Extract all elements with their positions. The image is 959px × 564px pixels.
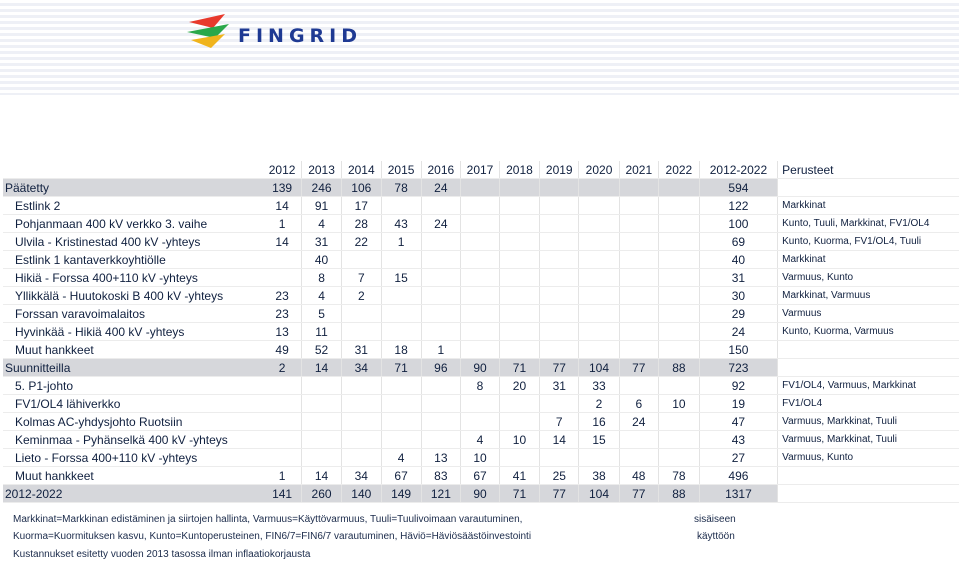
year-value: [421, 269, 460, 287]
year-value: [381, 395, 421, 413]
year-value: [461, 233, 500, 251]
year-value: [381, 323, 421, 341]
year-value: 14: [263, 197, 301, 215]
table-row: [3, 341, 959, 359]
project-name: Keminmaa - Pyhänselkä 400 kV -yhteys: [3, 431, 263, 449]
year-value: [421, 323, 460, 341]
total-value: 496: [699, 467, 777, 485]
year-value: 13: [421, 449, 460, 467]
year-value: [342, 305, 381, 323]
year-value: [540, 197, 579, 215]
table-row: [3, 467, 959, 485]
year-value: [421, 197, 460, 215]
total-value: 150: [699, 341, 777, 359]
year-value: [619, 287, 658, 305]
year-value: 31: [302, 233, 342, 251]
table-row: [3, 197, 959, 215]
year-value: [461, 179, 500, 197]
basis-value: Varmuus: [778, 305, 959, 323]
year-value: [342, 395, 381, 413]
project-name: Hyvinkää - Hikiä 400 kV -yhteys: [3, 323, 263, 341]
footer-line-1: Markkinat=Markkinan edistäminen ja siirtojen hallinta, Varmuus=Käyttövarmuus, Tuuli=Tuulivoimaan varautuminen,: [13, 514, 523, 525]
year-value: 140: [342, 485, 381, 503]
year-value: [540, 287, 579, 305]
table-row: [3, 305, 959, 323]
year-value: [461, 197, 500, 215]
year-value: 15: [579, 431, 619, 449]
year-value: [499, 305, 539, 323]
total-value: 30: [699, 287, 777, 305]
year-value: 10: [461, 449, 500, 467]
year-value: [659, 305, 700, 323]
year-value: [342, 413, 381, 431]
project-name: Pohjanmaan 400 kV verkko 3. vaihe: [3, 215, 263, 233]
year-value: [499, 215, 539, 233]
year-value: [421, 377, 460, 395]
year-value: [540, 305, 579, 323]
total-value: 594: [699, 179, 777, 197]
year-value: [263, 449, 301, 467]
basis-value: Kunto, Kuorma, Varmuus: [778, 323, 959, 341]
year-value: 88: [659, 485, 700, 503]
total-value: 24: [699, 323, 777, 341]
project-name: Forssan varavoimalaitos: [3, 305, 263, 323]
year-value: 14: [540, 431, 579, 449]
table-row: [3, 251, 959, 269]
year-value: [540, 449, 579, 467]
year-value: [421, 287, 460, 305]
year-value: [461, 413, 500, 431]
basis-value: Markkinat: [778, 251, 959, 269]
year-value: [619, 341, 658, 359]
year-value: 2: [579, 395, 619, 413]
year-value: 14: [302, 359, 342, 377]
year-value: 15: [381, 269, 421, 287]
year-value: [421, 233, 460, 251]
year-value: [579, 269, 619, 287]
table-row: [3, 413, 959, 431]
year-value: 14: [263, 233, 301, 251]
year-value: [619, 449, 658, 467]
year-value: 52: [302, 341, 342, 359]
year-value: 25: [540, 467, 579, 485]
year-header: 2017: [461, 161, 500, 179]
year-value: [342, 431, 381, 449]
year-value: [659, 341, 700, 359]
total-value: 27: [699, 449, 777, 467]
year-value: 78: [659, 467, 700, 485]
total-value: 92: [699, 377, 777, 395]
table-row: [3, 323, 959, 341]
basis-header: Perusteet: [778, 161, 959, 179]
year-value: [619, 215, 658, 233]
basis-value: [778, 359, 959, 377]
project-name: Hikiä - Forssa 400+110 kV -yhteys: [3, 269, 263, 287]
project-name: Suunnitteilla: [3, 359, 263, 377]
year-value: 43: [381, 215, 421, 233]
basis-value: Varmuus, Markkinat, Tuuli: [778, 431, 959, 449]
year-value: 28: [342, 215, 381, 233]
year-value: [421, 251, 460, 269]
group-row: [3, 359, 959, 377]
basis-value: Varmuus, Kunto: [778, 269, 959, 287]
year-value: [540, 233, 579, 251]
year-value: [659, 197, 700, 215]
year-value: 7: [342, 269, 381, 287]
year-value: 17: [342, 197, 381, 215]
year-value: [540, 341, 579, 359]
year-value: 11: [302, 323, 342, 341]
year-value: 24: [421, 215, 460, 233]
year-value: 2: [263, 359, 301, 377]
year-value: [499, 179, 539, 197]
year-value: 67: [381, 467, 421, 485]
year-value: [619, 377, 658, 395]
year-value: [540, 251, 579, 269]
year-value: [659, 215, 700, 233]
year-value: [381, 413, 421, 431]
total-value: 40: [699, 251, 777, 269]
year-value: [659, 179, 700, 197]
year-value: [579, 233, 619, 251]
year-value: [342, 323, 381, 341]
year-value: 104: [579, 485, 619, 503]
year-value: [263, 377, 301, 395]
group-row: [3, 485, 959, 503]
total-value: 43: [699, 431, 777, 449]
table-row: [3, 233, 959, 251]
year-value: 10: [659, 395, 700, 413]
year-value: [659, 449, 700, 467]
year-value: [659, 269, 700, 287]
year-value: [579, 341, 619, 359]
year-value: [659, 251, 700, 269]
project-name: Päätetty: [3, 179, 263, 197]
total-header: 2012-2022: [699, 161, 777, 179]
total-value: 29: [699, 305, 777, 323]
year-value: 8: [461, 377, 500, 395]
year-value: 6: [619, 395, 658, 413]
year-value: 8: [302, 269, 342, 287]
year-value: 38: [579, 467, 619, 485]
header-blank: [3, 161, 263, 179]
year-value: [540, 215, 579, 233]
year-value: 90: [461, 359, 500, 377]
year-value: [381, 251, 421, 269]
footer-line-3: Kustannukset esitetty vuoden 2013 tasossa ilman inflaatiokorjausta: [13, 549, 311, 560]
project-name: Muut hankkeet: [3, 467, 263, 485]
year-value: 16: [579, 413, 619, 431]
year-value: 91: [302, 197, 342, 215]
year-value: [263, 413, 301, 431]
year-value: 4: [461, 431, 500, 449]
table-row: [3, 431, 959, 449]
year-value: 5: [302, 305, 342, 323]
brand-name: FINGRID: [238, 25, 363, 47]
year-value: 1: [263, 215, 301, 233]
year-value: 23: [263, 305, 301, 323]
year-value: [263, 269, 301, 287]
year-value: 71: [499, 359, 539, 377]
year-value: 20: [499, 377, 539, 395]
basis-value: Markkinat, Varmuus: [778, 287, 959, 305]
year-value: [579, 215, 619, 233]
year-value: [342, 251, 381, 269]
year-value: 24: [619, 413, 658, 431]
year-value: 104: [579, 359, 619, 377]
year-value: [579, 251, 619, 269]
total-value: 19: [699, 395, 777, 413]
year-value: 23: [263, 287, 301, 305]
year-value: 10: [499, 431, 539, 449]
year-header: 2018: [499, 161, 539, 179]
year-value: 34: [342, 359, 381, 377]
year-header: 2020: [579, 161, 619, 179]
year-value: 71: [381, 359, 421, 377]
year-header: 2016: [421, 161, 460, 179]
year-value: [499, 251, 539, 269]
year-value: [540, 323, 579, 341]
year-value: 106: [342, 179, 381, 197]
year-value: 141: [263, 485, 301, 503]
year-value: [381, 197, 421, 215]
basis-value: [778, 341, 959, 359]
project-name: Muut hankkeet: [3, 341, 263, 359]
year-value: [381, 305, 421, 323]
basis-value: Kunto, Tuuli, Markkinat, FV1/OL4: [778, 215, 959, 233]
year-value: [579, 287, 619, 305]
year-value: 14: [302, 467, 342, 485]
basis-value: [778, 467, 959, 485]
header-band: [0, 0, 959, 95]
header-row: [3, 161, 959, 179]
year-value: [461, 215, 500, 233]
year-header: 2012: [263, 161, 301, 179]
year-value: 149: [381, 485, 421, 503]
footer-line-2: Kuorma=Kuormituksen kasvu, Kunto=Kuntoperusteinen, FIN6/7=FIN6/7 varautuminen, Häviö=Häviösäästöinvestointi: [13, 531, 532, 542]
year-value: [499, 197, 539, 215]
year-value: [263, 395, 301, 413]
year-value: 1: [381, 233, 421, 251]
year-value: [499, 341, 539, 359]
year-value: [619, 305, 658, 323]
year-value: [461, 287, 500, 305]
project-name: Ulvila - Kristinestad 400 kV -yhteys: [3, 233, 263, 251]
total-value: 100: [699, 215, 777, 233]
year-value: [499, 269, 539, 287]
year-value: 121: [421, 485, 460, 503]
year-header: 2014: [342, 161, 381, 179]
table-row: [3, 215, 959, 233]
year-value: 2: [342, 287, 381, 305]
year-header: 2015: [381, 161, 421, 179]
year-value: 18: [381, 341, 421, 359]
year-value: [540, 269, 579, 287]
total-value: 122: [699, 197, 777, 215]
total-value: 31: [699, 269, 777, 287]
project-name: FV1/OL4 lähiverkko: [3, 395, 263, 413]
year-value: [499, 233, 539, 251]
year-value: 77: [540, 359, 579, 377]
project-name: 5. P1-johto: [3, 377, 263, 395]
year-value: 4: [302, 215, 342, 233]
year-value: 34: [342, 467, 381, 485]
year-value: [342, 449, 381, 467]
year-value: [381, 287, 421, 305]
year-value: [619, 233, 658, 251]
table-row: [3, 449, 959, 467]
year-value: [499, 395, 539, 413]
year-value: [579, 197, 619, 215]
year-value: [579, 305, 619, 323]
year-value: [659, 287, 700, 305]
year-value: [461, 305, 500, 323]
year-value: [461, 341, 500, 359]
year-value: [302, 377, 342, 395]
year-value: [619, 269, 658, 287]
year-value: [619, 431, 658, 449]
year-value: 77: [540, 485, 579, 503]
basis-value: FV1/OL4: [778, 395, 959, 413]
year-value: [461, 323, 500, 341]
year-value: 1: [421, 341, 460, 359]
year-value: [579, 449, 619, 467]
project-name: 2012-2022: [3, 485, 263, 503]
year-value: 13: [263, 323, 301, 341]
year-value: [381, 431, 421, 449]
year-value: [659, 323, 700, 341]
footer-line-2-right: käyttöön: [697, 531, 735, 542]
project-name: Kolmas AC-yhdysjohto Ruotsiin: [3, 413, 263, 431]
year-value: 77: [619, 485, 658, 503]
year-value: 67: [461, 467, 500, 485]
year-value: [659, 431, 700, 449]
project-name: Estlink 2: [3, 197, 263, 215]
year-value: 40: [302, 251, 342, 269]
total-value: 723: [699, 359, 777, 377]
year-value: [302, 395, 342, 413]
year-value: [619, 323, 658, 341]
total-value: 47: [699, 413, 777, 431]
year-value: 77: [619, 359, 658, 377]
year-value: [619, 179, 658, 197]
year-value: 78: [381, 179, 421, 197]
table-row: [3, 377, 959, 395]
year-value: [421, 431, 460, 449]
year-value: 24: [421, 179, 460, 197]
year-header: 2013: [302, 161, 342, 179]
year-value: [499, 449, 539, 467]
investment-table: [3, 161, 959, 503]
year-value: [302, 449, 342, 467]
year-value: [499, 413, 539, 431]
year-value: [499, 287, 539, 305]
year-value: 31: [540, 377, 579, 395]
year-value: [659, 377, 700, 395]
year-value: 88: [659, 359, 700, 377]
year-value: 22: [342, 233, 381, 251]
year-value: [659, 413, 700, 431]
year-value: [421, 305, 460, 323]
basis-value: Varmuus, Markkinat, Tuuli: [778, 413, 959, 431]
basis-value: [778, 179, 959, 197]
year-value: [540, 179, 579, 197]
year-value: [342, 377, 381, 395]
total-value: 1317: [699, 485, 777, 503]
year-value: 4: [381, 449, 421, 467]
year-value: [619, 251, 658, 269]
year-value: 90: [461, 485, 500, 503]
year-value: 48: [619, 467, 658, 485]
basis-value: Markkinat: [778, 197, 959, 215]
year-value: 4: [302, 287, 342, 305]
year-value: [659, 233, 700, 251]
year-value: 246: [302, 179, 342, 197]
year-value: 49: [263, 341, 301, 359]
year-value: 41: [499, 467, 539, 485]
table-row: [3, 395, 959, 413]
basis-value: Kunto, Kuorma, FV1/OL4, Tuuli: [778, 233, 959, 251]
year-value: [499, 323, 539, 341]
project-name: Yllikkälä - Huutokoski B 400 kV -yhteys: [3, 287, 263, 305]
year-value: 71: [499, 485, 539, 503]
project-name: Lieto - Forssa 400+110 kV -yhteys: [3, 449, 263, 467]
year-value: 139: [263, 179, 301, 197]
total-value: 69: [699, 233, 777, 251]
year-value: [421, 395, 460, 413]
basis-value: [778, 485, 959, 503]
year-value: [302, 413, 342, 431]
year-value: [381, 377, 421, 395]
year-value: [619, 197, 658, 215]
year-value: [263, 251, 301, 269]
basis-value: FV1/OL4, Varmuus, Markkinat: [778, 377, 959, 395]
year-value: [579, 323, 619, 341]
year-value: 1: [263, 467, 301, 485]
group-row: [3, 179, 959, 197]
year-header: 2021: [619, 161, 658, 179]
year-value: [421, 413, 460, 431]
table-row: [3, 269, 959, 287]
year-value: [461, 269, 500, 287]
table-row: [3, 287, 959, 305]
year-value: 96: [421, 359, 460, 377]
year-value: [540, 395, 579, 413]
year-value: [461, 251, 500, 269]
year-value: 7: [540, 413, 579, 431]
year-value: [302, 431, 342, 449]
year-value: 33: [579, 377, 619, 395]
year-value: 31: [342, 341, 381, 359]
year-value: [579, 179, 619, 197]
footer-line-1-right: sisäiseen: [694, 514, 736, 525]
year-value: 83: [421, 467, 460, 485]
year-value: [461, 395, 500, 413]
year-value: 260: [302, 485, 342, 503]
project-name: Estlink 1 kantaverkkoyhtiölle: [3, 251, 263, 269]
year-header: 2022: [659, 161, 700, 179]
year-header: 2019: [540, 161, 579, 179]
year-value: [263, 431, 301, 449]
basis-value: Varmuus, Kunto: [778, 449, 959, 467]
